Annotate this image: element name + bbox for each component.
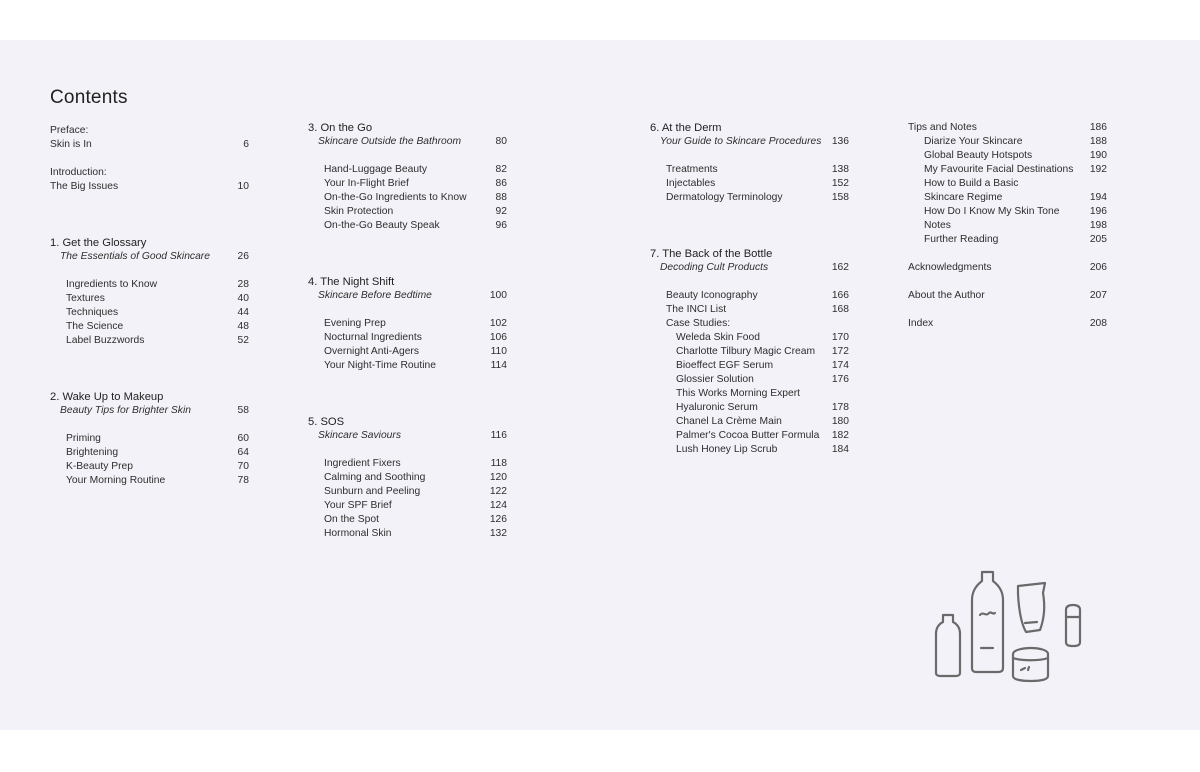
toc-entry-page-number: 207 bbox=[1089, 290, 1107, 301]
toc-entry-title: Ingredients to Know bbox=[66, 279, 158, 290]
toc-entry-page-number: 152 bbox=[831, 178, 849, 189]
toc-entry bbox=[308, 275, 507, 289]
toc-entry bbox=[908, 121, 1107, 135]
toc-entry-title: Evening Prep bbox=[324, 318, 386, 329]
toc-entry bbox=[308, 163, 507, 177]
toc-entry bbox=[50, 390, 249, 404]
toc-entry bbox=[50, 474, 249, 488]
toc-entry-title: 4. The Night Shift bbox=[308, 276, 395, 288]
toc-entry-page-number: 110 bbox=[490, 346, 507, 357]
toc-entry-title: Global Beauty Hotspots bbox=[924, 150, 1033, 161]
toc-entry-page-number: 118 bbox=[490, 458, 507, 469]
toc-entry-page-number: 184 bbox=[831, 444, 849, 455]
toc-entry-title: Skincare Before Bedtime bbox=[318, 290, 432, 301]
toc-entry-title: Tips and Notes bbox=[908, 122, 977, 133]
toc-entry bbox=[50, 404, 249, 418]
toc-entry-title: 2. Wake Up to Makeup bbox=[50, 391, 164, 403]
toc-entry-page-number: 166 bbox=[831, 290, 849, 301]
toc-entry-title: Your Guide to Skincare Procedures bbox=[660, 136, 822, 147]
toc-entry bbox=[308, 135, 507, 149]
toc-entry bbox=[650, 331, 849, 345]
toc-entry bbox=[308, 457, 507, 471]
toc-entry bbox=[308, 177, 507, 191]
toc-entry-title: The Science bbox=[66, 321, 124, 332]
toc-entry-title: Case Studies: bbox=[666, 318, 731, 329]
toc-entry-title: On the Spot bbox=[324, 514, 379, 525]
toc-entry bbox=[308, 191, 507, 205]
toc-entry-page-number: 172 bbox=[831, 346, 849, 357]
toc-entry bbox=[650, 163, 849, 177]
toc-entry-title: Notes bbox=[924, 220, 951, 231]
toc-entry-title: Skincare Outside the Bathroom bbox=[318, 136, 462, 147]
toc-entry-page-number: 186 bbox=[1089, 122, 1107, 133]
toc-entry-page-number: 106 bbox=[489, 332, 507, 343]
toc-entry-page-number: 176 bbox=[831, 374, 849, 385]
toc-entry-title: Textures bbox=[66, 293, 105, 304]
toc-entry-page-number: 126 bbox=[489, 514, 507, 525]
toc-entry-page-number: 58 bbox=[237, 405, 249, 416]
toc-entry bbox=[308, 499, 507, 513]
toc-entry-page-number: 80 bbox=[495, 136, 507, 147]
toc-entry-page-number: 170 bbox=[831, 332, 849, 343]
toc-entry bbox=[308, 527, 507, 541]
toc-entry bbox=[308, 219, 507, 233]
toc-entry bbox=[650, 345, 849, 359]
toc-entry-title: About the Author bbox=[908, 290, 985, 301]
toc-entry-title: Injectables bbox=[666, 178, 716, 189]
toc-entry-page-number: 180 bbox=[831, 416, 849, 427]
toc-entry-title: Your In-Flight Brief bbox=[324, 178, 409, 189]
toc-entry bbox=[908, 219, 1107, 233]
toc-entry bbox=[50, 334, 249, 348]
toc-entry-title: The Essentials of Good Skincare bbox=[60, 251, 210, 262]
toc-entry-title: Hormonal Skin bbox=[324, 528, 392, 539]
toc-entry-title: Label Buzzwords bbox=[66, 335, 145, 346]
toc-entry bbox=[50, 166, 249, 180]
toc-entry-title: Palmer's Cocoa Butter Formula bbox=[676, 430, 820, 441]
toc-entry-title: Skin Protection bbox=[324, 206, 394, 217]
toc-entry bbox=[650, 359, 849, 373]
toc-entry-title: My Favourite Facial Destinations bbox=[924, 164, 1074, 175]
toc-entry-title: Skincare Saviours bbox=[318, 430, 401, 441]
toc-entry-page-number: 190 bbox=[1089, 150, 1107, 161]
toc-entry-title: 3. On the Go bbox=[308, 122, 373, 134]
toc-entry bbox=[650, 191, 849, 205]
toc-entry bbox=[908, 191, 1107, 205]
toc-entry-page-number: 40 bbox=[237, 293, 249, 304]
toc-entry-page-number: 60 bbox=[237, 433, 249, 444]
toc-entry-title: This Works Morning Expert bbox=[676, 388, 800, 399]
toc-entry-title: Dermatology Terminology bbox=[666, 192, 783, 203]
toc-entry-page-number: 138 bbox=[831, 164, 849, 175]
toc-entry-title: Weleda Skin Food bbox=[676, 332, 760, 343]
toc-entry bbox=[50, 460, 249, 474]
toc-entry bbox=[308, 485, 507, 499]
toc-entry bbox=[50, 138, 249, 152]
toc-entry-page-number: 28 bbox=[237, 279, 249, 290]
toc-entry-page-number: 168 bbox=[831, 304, 849, 315]
toc-entry-page-number: 205 bbox=[1089, 234, 1107, 245]
toc-entry-title: Introduction: bbox=[50, 167, 107, 178]
toc-entry-title: Decoding Cult Products bbox=[660, 262, 769, 273]
toc-entry-title: Preface: bbox=[50, 125, 89, 136]
toc-entry-title: Treatments bbox=[666, 164, 718, 175]
toc-entry-page-number: 10 bbox=[237, 181, 249, 192]
toc-entry-title: Techniques bbox=[66, 307, 119, 318]
toc-entry bbox=[308, 331, 507, 345]
toc-entry bbox=[908, 177, 1107, 191]
toc-entry bbox=[650, 415, 849, 429]
toc-entry bbox=[50, 292, 249, 306]
toc-entry-page-number: 92 bbox=[495, 206, 507, 217]
toc-entry bbox=[308, 121, 507, 135]
toc-entry-title: How Do I Know My Skin Tone bbox=[924, 206, 1060, 217]
toc-entry bbox=[650, 317, 849, 331]
toc-entry-title: The INCI List bbox=[666, 304, 727, 315]
toc-entry bbox=[308, 317, 507, 331]
toc-entry bbox=[308, 289, 507, 303]
toc-entry-page-number: 52 bbox=[237, 335, 249, 346]
toc-entry bbox=[650, 429, 849, 443]
toc-entry-page-number: 114 bbox=[490, 360, 507, 371]
toc-entry-page-number: 182 bbox=[831, 430, 849, 441]
contents-page bbox=[0, 40, 1200, 730]
toc-entry-title: Sunburn and Peeling bbox=[324, 486, 421, 497]
toc-entry bbox=[308, 415, 507, 429]
toc-entry-title: K-Beauty Prep bbox=[66, 461, 133, 472]
toc-entry-title: Acknowledgments bbox=[908, 262, 992, 273]
toc-entry-title: Nocturnal Ingredients bbox=[324, 332, 422, 343]
toc-entry bbox=[50, 250, 249, 264]
toc-entry-title: Priming bbox=[66, 433, 101, 444]
toc-entry-page-number: 86 bbox=[495, 178, 507, 189]
toc-entry-title: The Big Issues bbox=[50, 181, 119, 192]
toc-entry-page-number: 122 bbox=[489, 486, 507, 497]
toc-entry bbox=[650, 261, 849, 275]
toc-entry-title: Your Morning Routine bbox=[66, 475, 166, 486]
toc-entry-page-number: 88 bbox=[495, 192, 507, 203]
toc-entry-page-number: 26 bbox=[237, 251, 249, 262]
toc-entry-title: 6. At the Derm bbox=[650, 122, 722, 134]
skincare-bottles-illustration bbox=[925, 570, 1095, 685]
toc-entry-title: 1. Get the Glossary bbox=[50, 237, 147, 249]
toc-entry-title: Hand-Luggage Beauty bbox=[324, 164, 428, 175]
toc-entry-title: On-the-Go Beauty Speak bbox=[324, 220, 440, 231]
page-title: Contents bbox=[50, 87, 128, 108]
toc-entry-page-number: 198 bbox=[1089, 220, 1107, 231]
toc-entry bbox=[308, 345, 507, 359]
toc-entry bbox=[908, 135, 1107, 149]
toc-entry-title: Beauty Iconography bbox=[666, 290, 758, 301]
toc-entry-page-number: 194 bbox=[1089, 192, 1107, 203]
toc-entry-title: 7. The Back of the Bottle bbox=[650, 248, 773, 260]
toc-entry bbox=[308, 205, 507, 219]
toc-entry bbox=[650, 121, 849, 135]
toc-entry-title: 5. SOS bbox=[308, 416, 345, 428]
toc-entry-page-number: 82 bbox=[495, 164, 507, 175]
toc-entry-title: Index bbox=[908, 318, 934, 329]
toc-entry bbox=[50, 320, 249, 334]
toc-entry-title: Further Reading bbox=[924, 234, 999, 245]
toc-entry-page-number: 206 bbox=[1089, 262, 1107, 273]
toc-entry-page-number: 192 bbox=[1089, 164, 1107, 175]
toc-entry-page-number: 208 bbox=[1089, 318, 1107, 329]
toc-entry-page-number: 116 bbox=[490, 430, 507, 441]
toc-entry bbox=[908, 289, 1107, 303]
toc-entry-page-number: 124 bbox=[489, 500, 507, 511]
toc-entry bbox=[908, 205, 1107, 219]
toc-entry bbox=[50, 124, 249, 138]
toc-entry-page-number: 70 bbox=[237, 461, 249, 472]
toc-entry-title: Your Night-Time Routine bbox=[324, 360, 436, 371]
toc-entry bbox=[308, 359, 507, 373]
toc-entry bbox=[50, 432, 249, 446]
toc-entry-title: Hyaluronic Serum bbox=[676, 402, 758, 413]
toc-entry-page-number: 102 bbox=[489, 318, 507, 329]
toc-entry-title: Glossier Solution bbox=[676, 374, 754, 385]
toc-entry bbox=[650, 289, 849, 303]
toc-entry bbox=[50, 446, 249, 460]
toc-entry bbox=[908, 149, 1107, 163]
toc-entry-title: How to Build a Basic bbox=[924, 178, 1019, 189]
toc-entry bbox=[650, 303, 849, 317]
toc-entry-title: Ingredient Fixers bbox=[324, 458, 401, 469]
toc-entry-page-number: 96 bbox=[495, 220, 507, 231]
toc-entry bbox=[50, 180, 249, 194]
toc-entry-title: On-the-Go Ingredients to Know bbox=[324, 192, 467, 203]
toc-entry bbox=[650, 401, 849, 415]
toc-entry-title: Brightening bbox=[66, 447, 119, 458]
toc-entry-title: Overnight Anti-Agers bbox=[324, 346, 420, 357]
toc-entry-title: Bioeffect EGF Serum bbox=[676, 360, 774, 371]
toc-entry-page-number: 136 bbox=[831, 136, 849, 147]
toc-entry bbox=[650, 177, 849, 191]
toc-entry-page-number: 78 bbox=[237, 475, 249, 486]
toc-entry-page-number: 162 bbox=[831, 262, 849, 273]
toc-entry bbox=[308, 513, 507, 527]
toc-entry bbox=[50, 278, 249, 292]
toc-entry-title: Skin is In bbox=[50, 139, 92, 150]
toc-entry bbox=[650, 373, 849, 387]
toc-entry-page-number: 188 bbox=[1089, 136, 1107, 147]
toc-entry-page-number: 48 bbox=[237, 321, 249, 332]
toc-entry-page-number: 64 bbox=[237, 447, 249, 458]
toc-entry-page-number: 178 bbox=[831, 402, 849, 413]
toc-entry-title: Calming and Soothing bbox=[324, 472, 426, 483]
toc-entry-page-number: 132 bbox=[489, 528, 507, 539]
toc-entry-page-number: 158 bbox=[831, 192, 849, 203]
toc-entry bbox=[650, 135, 849, 149]
toc-entry bbox=[908, 261, 1107, 275]
toc-entry-page-number: 100 bbox=[489, 290, 507, 301]
toc-entry-page-number: 6 bbox=[243, 139, 249, 150]
toc-entry-page-number: 196 bbox=[1089, 206, 1107, 217]
toc-entry-page-number: 44 bbox=[237, 307, 249, 318]
toc-entry bbox=[50, 306, 249, 320]
toc-entry-title: Your SPF Brief bbox=[324, 500, 392, 511]
toc-entry-page-number: 120 bbox=[489, 472, 507, 483]
toc-entry bbox=[650, 247, 849, 261]
toc-entry-title: Chanel La Crème Main bbox=[676, 416, 782, 427]
toc-entry bbox=[308, 429, 507, 443]
toc-entry-page-number: 174 bbox=[831, 360, 849, 371]
toc-entry bbox=[650, 443, 849, 457]
toc-entry bbox=[908, 233, 1107, 247]
toc-entry bbox=[308, 471, 507, 485]
toc-entry bbox=[650, 387, 849, 401]
toc-entry-title: Charlotte Tilbury Magic Cream bbox=[676, 346, 816, 357]
toc-entry-title: Skincare Regime bbox=[924, 192, 1003, 203]
toc-entry bbox=[908, 317, 1107, 331]
toc-entry bbox=[908, 163, 1107, 177]
toc-entry-title: Diarize Your Skincare bbox=[924, 136, 1023, 147]
toc-entry bbox=[50, 236, 249, 250]
toc-entry-title: Lush Honey Lip Scrub bbox=[676, 444, 778, 455]
toc-entry-title: Beauty Tips for Brighter Skin bbox=[60, 405, 191, 416]
